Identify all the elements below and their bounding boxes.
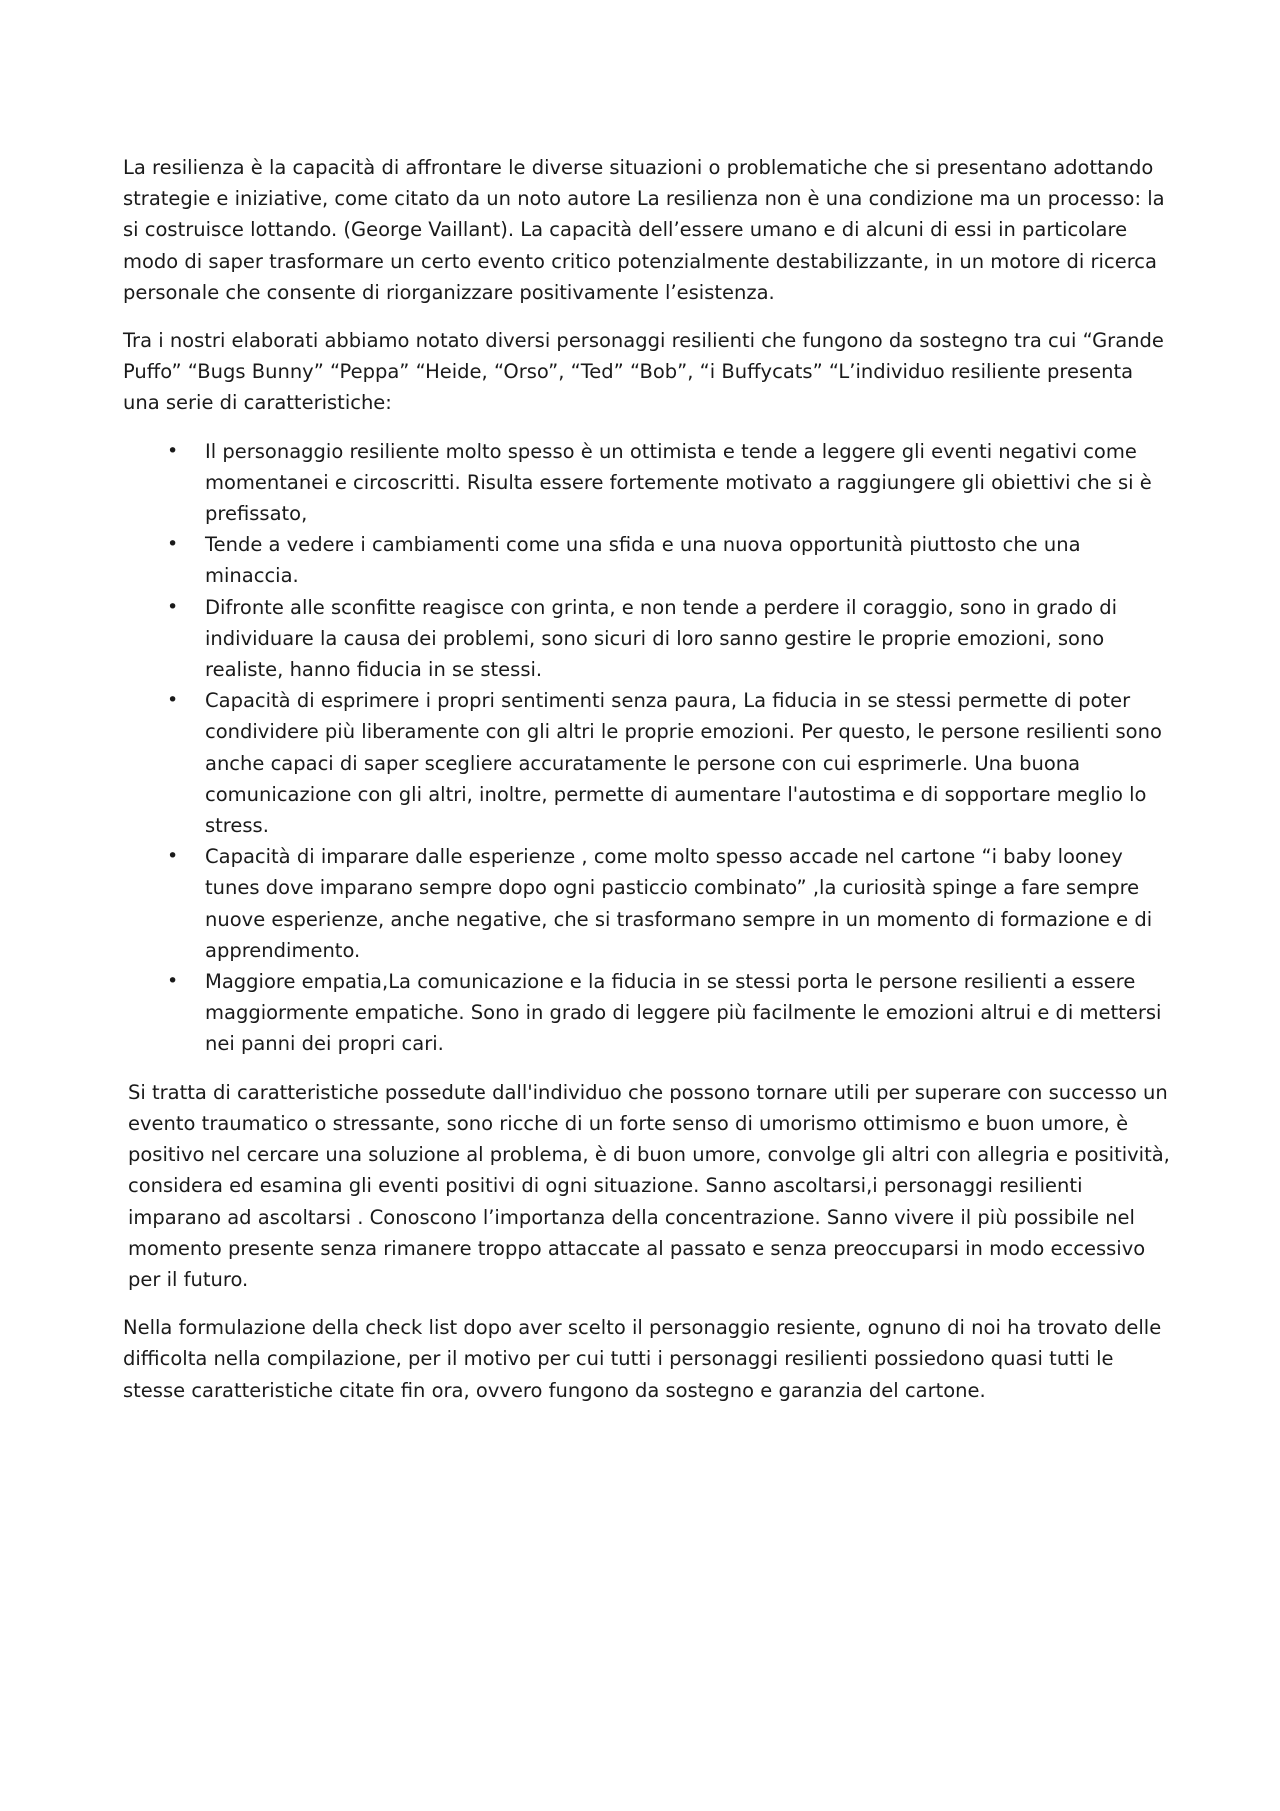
bullet-icon: • [167, 533, 179, 556]
document-body [123, 152, 1173, 1423]
bullet-icon: • [167, 689, 179, 712]
list-item-text: Maggiore empatia,La comunicazione e la fiducia in se stessi porta le persone resilienti a essere maggiormente empatiche. Sono in grado di leggere più facilmente le emozioni altrui e di mettersi nei panni dei propri cari. [205, 970, 1162, 1056]
list-item-text: Capacità di esprimere i propri sentimenti senza paura, La fiducia in se stessi permette di poter condividere più liberamente con gli altri le proprie emozioni. Per questo, le persone resilienti sono anche capaci di saper scegliere accuratamente le persone con cui esprimerle. Una buona comunicazione con gli altri, inoltre, permette di aumentare l'autostima e di sopportare meglio lo stress. [205, 689, 1162, 838]
list-item [123, 529, 1173, 591]
list-item-text: Tende a vedere i cambiamenti come una sfida e una nuova opportunità piuttosto che una minaccia. [205, 533, 1081, 588]
list-item-text: Capacità di imparare dalle esperienze , come molto spesso accade nel cartone “i baby looney tunes dove imparano sempre dopo ogni pasticcio combinato” ,la curiosità spinge a fare sempre nuove esperienze, anche negative, che si trasformano sempre in un momento di formazione e di apprendimento. [205, 845, 1153, 962]
paragraph-summary: Si tratta di caratteristiche possedute dall'individuo che possono tornare utili per superare con successo un evento traumatico o stressante, sono ricche di un forte senso di umorismo ottimismo e buon umore, è positivo nel cercare una soluzione al problema, è di buon umore, convolge gli altri con allegria e positività, considera ed esamina gli eventi positivi di ogni situazione. Sanno ascoltarsi,i personaggi resilienti imparano ad ascoltarsi . Conoscono l’importanza della concentrazione. Sanno vivere il più possibile nel momento presente senza rimanere troppo attaccate al passato e senza preoccuparsi in modo eccessivo per il futuro. [128, 1080, 1170, 1291]
list-item [123, 685, 1173, 841]
list-item [123, 436, 1173, 530]
characteristics-list [123, 436, 1173, 1060]
bullet-icon: • [167, 439, 179, 462]
list-item-text: Difronte alle sconfitte reagisce con grinta, e non tende a perdere il coraggio, sono in grado di individuare la causa dei problemi, sono sicuri di loro sanno gestire le proprie emozioni, sono realiste, hanno fiducia in se stessi. [205, 595, 1118, 682]
bullet-icon: • [167, 595, 179, 618]
list-item [123, 841, 1173, 966]
paragraph-characters: Tra i nostri elaborati abbiamo notato diversi personaggi resilienti che fungono da sostegno tra cui “Grande Puffo” “Bugs Bunny” “Peppa” “Heide, “Orso”, “Ted” “Bob”, “i Buffycats” “L’individuo resiliente presenta una serie di caratteristiche: [123, 329, 1164, 415]
list-item-text: Il personaggio resiliente molto spesso è un ottimista e tende a leggere gli eventi negativi come momentanei e circoscritti. Risulta essere fortemente motivato a raggiungere gli obiettivi che si è prefissato, [205, 439, 1152, 526]
paragraph-intro: La resilienza è la capacità di affrontare le diverse situazioni o problematiche che si presentano adottando strategie e iniziative, come citato da un noto autore La resilienza non è una condizione ma un processo: la si costruisce lottando. (George Vaillant). La capacità dell’essere umano e di alcuni di essi in particolare modo di saper trasformare un certo evento critico potenzialmente destabilizzante, in un motore di ricerca personale che consente di riorganizzare positivamente l’esistenza. [123, 156, 1165, 304]
list-item [123, 966, 1173, 1060]
paragraph-checklist: Nella formulazione della check list dopo aver scelto il personaggio resiente, ognuno di noi ha trovato delle difficolta nella compilazione, per il motivo per cui tutti i personaggi resilienti possiedono quasi tutti le stesse caratteristiche citate fin ora, ovvero fungono da sostegno e garanzia del cartone. [123, 1316, 1162, 1402]
list-item [123, 592, 1173, 686]
bullet-icon: • [167, 970, 179, 993]
bullet-icon: • [167, 845, 179, 868]
